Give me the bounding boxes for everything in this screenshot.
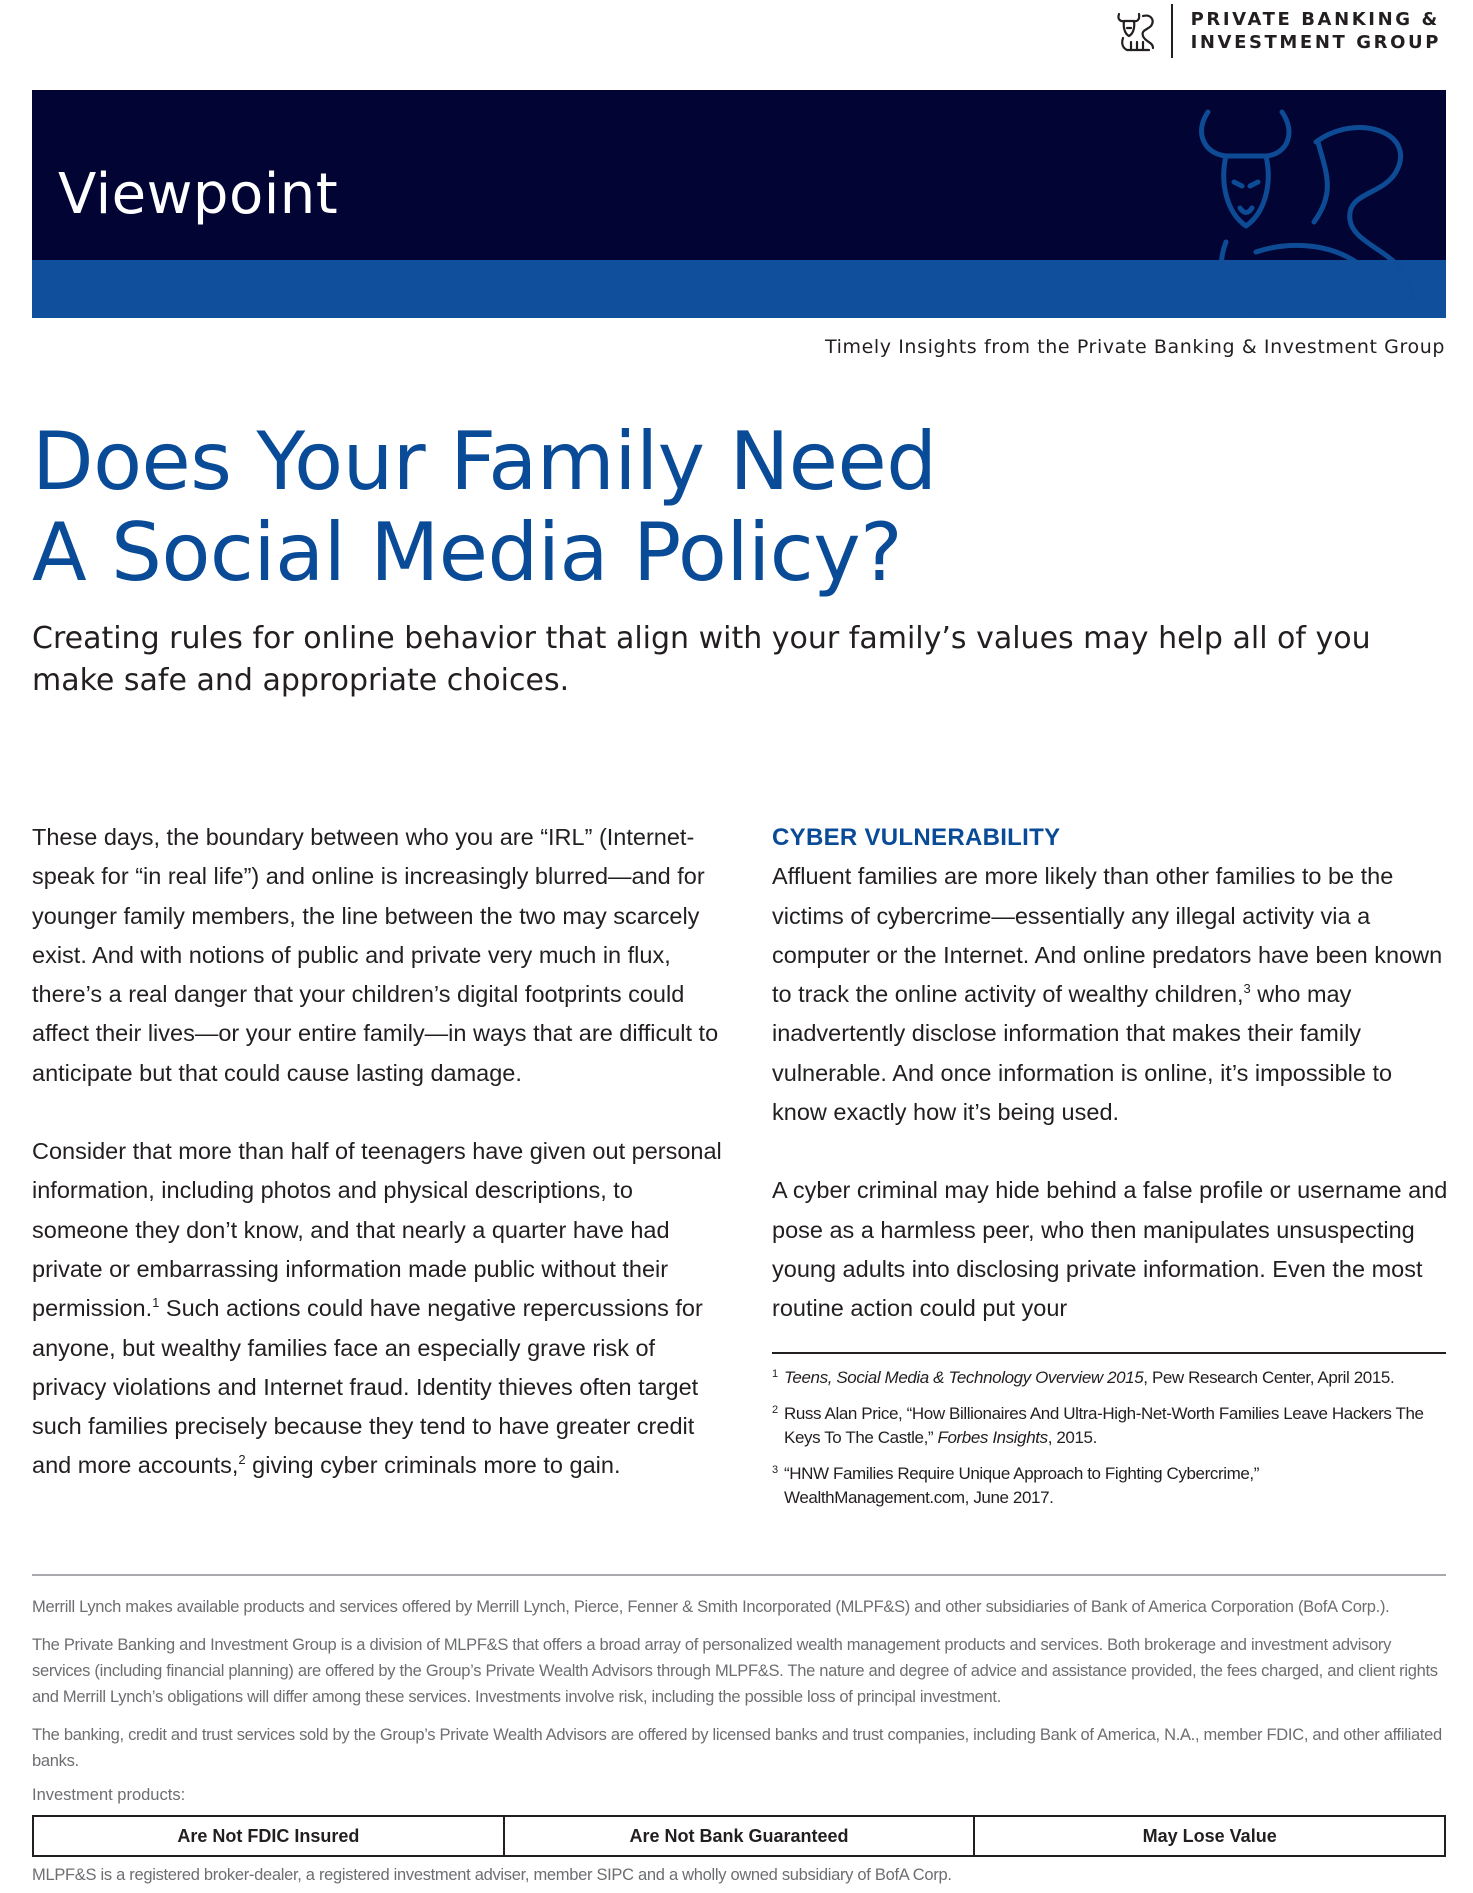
logo-divider	[1171, 4, 1173, 58]
fdic-disclosure-table	[32, 1815, 1446, 1857]
left-column	[32, 818, 732, 1525]
footnote-2: 2 Russ Alan Price, “How Billionaires And Ultra-High-Net-Worth Families Leave Hackers The Keys To The Castle,” Forbes Insights, 2015.	[772, 1404, 1424, 1447]
right-paragraph-2: A cyber criminal may hide behind a false profile or username and pose as a harmless peer, who then manipulates unsuspecting young adults into disclosing private information. Even the most routine action could put your	[772, 1177, 1448, 1322]
footnotes	[772, 1366, 1446, 1522]
bull-watermark-icon	[1186, 102, 1426, 318]
disclaimer-paragraph-3: The banking, credit and trust services sold by the Group’s Private Wealth Advisors are offered by licensed banks and trust companies, including Bank of America, N.A., member FDIC, and other affiliated banks.	[32, 1726, 1442, 1770]
brand-logo	[1113, 4, 1441, 58]
fdic-cell-not-guaranteed: Are Not Bank Guaranteed	[505, 1817, 976, 1855]
viewpoint-banner	[32, 90, 1446, 318]
fdic-cell-not-insured: Are Not FDIC Insured	[34, 1817, 505, 1855]
subheadline: Creating rules for online behavior that align with your family’s values may help all of you make safe and appropriate choices.	[32, 621, 1371, 698]
title-line-1: Does Your Family Need	[32, 415, 937, 508]
page-title	[32, 416, 1132, 598]
logo-text	[1191, 8, 1441, 54]
disclaimer	[32, 1594, 1446, 1786]
left-paragraph-2: Consider that more than half of teenagers have given out personal information, including photos and physical descriptions, to someone they don’t know, and that nearly a quarter have had private or embarrassing information made public without their permission.$^1$ Such actions could have negative repercussions for anyone, but wealthy families face an especially grave risk of privacy violations and Internet fraud. Identity thieves often target such families precisely because they tend to have greater credit and more accounts,$^2$ giving cyber criminals more to gain.	[32, 1138, 722, 1479]
bottom-disclosure: MLPF&S is a registered broker-dealer, a registered investment adviser, member SIPC and a wholly owned subsidiary of BofA Corp.	[32, 1866, 952, 1884]
bull-icon	[1113, 8, 1157, 54]
disclaimer-paragraph-2: The Private Banking and Investment Group is a division of MLPF&S that offers a broad array of personalized wealth management products and services. Both brokerage and investment advisory services (including financial planning) are offered by the Group’s Private Wealth Advisors through MLPF&S. The nature and degree of advice and assistance provided, the fees charged, and client rights and Merrill Lynch’s obligations will differ among these services. Investments involve risk, including the possible loss of principal investment.	[32, 1636, 1438, 1706]
footnote-divider	[772, 1352, 1446, 1354]
right-column	[772, 818, 1452, 1368]
right-paragraph-1: Affluent families are more likely than other families to be the victims of cybercrime—essentially any illegal activity via a computer or the Internet. And online predators have been known to track the online activity of wealthy children,$^3$ who may inadvertently disclose information that makes their family vulnerable. And once information is online, it’s impossible to know exactly how it’s being used.	[772, 863, 1443, 1126]
title-line-2: A Social Media Policy?	[32, 506, 903, 599]
investment-products-label: Investment products:	[32, 1786, 186, 1804]
banner-title: Viewpoint	[58, 162, 339, 227]
footnote-1: 1 Teens, Social Media & Technology Overview 2015, Pew Research Center, April 2015.	[772, 1368, 1395, 1387]
tagline: Timely Insights from the Private Banking & Investment Group	[824, 336, 1445, 358]
disclaimer-paragraph-1: Merrill Lynch makes available products and services offered by Merrill Lynch, Pierce, Fenner & Smith Incorporated (MLPF&S) and other subsidiaries of Bank of America Corporation (BofA Corp.).	[32, 1598, 1390, 1616]
fdic-cell-may-lose-value: May Lose Value	[1142, 1825, 1277, 1846]
logo-line-1: PRIVATE BANKING &	[1190, 9, 1440, 30]
logo-line-2: INVESTMENT GROUP	[1190, 32, 1441, 53]
disclaimer-divider	[32, 1574, 1446, 1576]
left-paragraph-1: These days, the boundary between who you are “IRL” (Internet-speak for “in real life”) and online is increasingly blurred—and for younger family members, the line between the two may scarcely exist. And with notions of public and private very much in flux, there’s a real danger that your children’s digital footprints could affect their lives—or your entire family—in ways that are difficult to anticipate but that could cause lasting damage.	[32, 824, 719, 1086]
section-heading: CYBER VULNERABILITY	[772, 824, 1061, 851]
footnote-3: 3 “HNW Families Require Unique Approach to Fighting Cybercrime,” WealthManagement.com, June 2017.	[772, 1464, 1259, 1507]
